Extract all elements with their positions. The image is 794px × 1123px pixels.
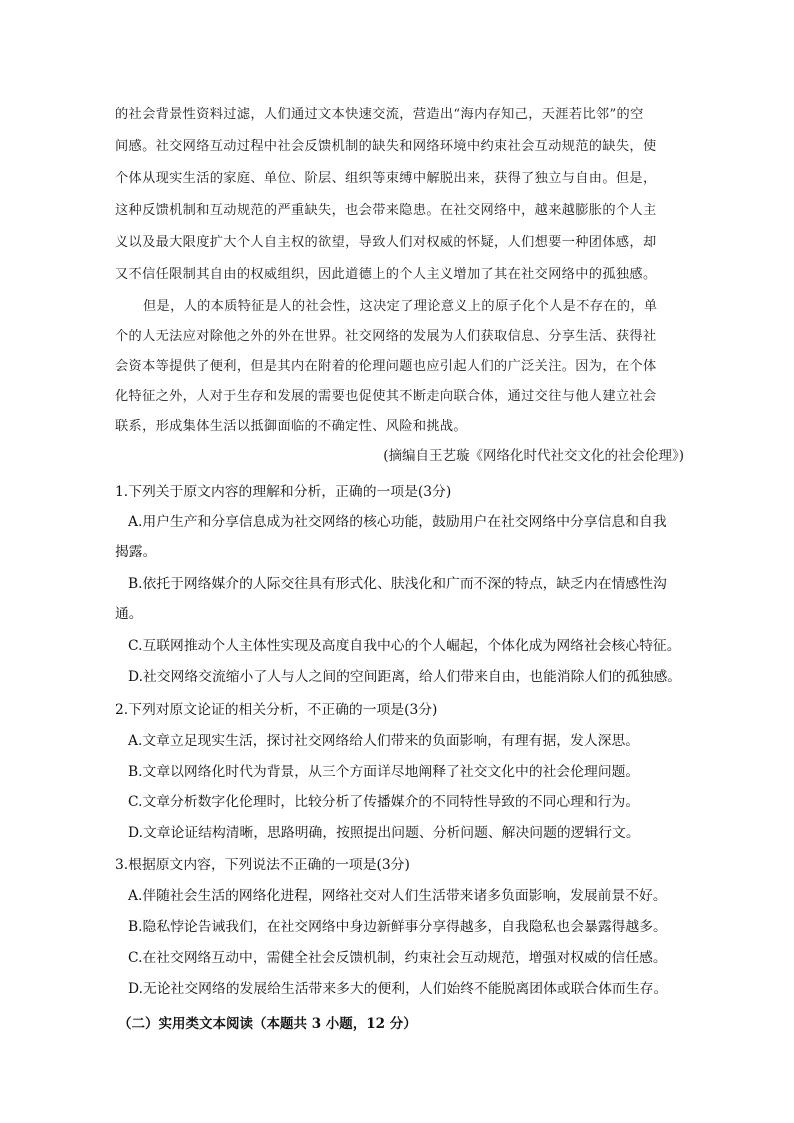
- passage-line: 但是，人的本质特征是人的社会性，这决定了理论意义上的原子化个人是不存在的，单: [143, 299, 658, 314]
- passage-line: 会资本等提供了便利，但是其内在附着的伦理问题也应引起人们的广泛关注。因为，在个体: [115, 359, 657, 374]
- question-stem: 1.下列关于原文内容的理解和分析，正确的一项是(3分): [115, 484, 452, 500]
- passage-line: 个体从现实生活的家庭、单位、阶层、组织等束缚中解脱出来，获得了独立与自由。但是，: [115, 171, 657, 186]
- option-c: C.互联网推动个人主体性实现及高度自我中心的个人崛起，个体化成为网络社会核心特征。: [128, 638, 681, 654]
- option-b: B.依托于网络媒介的人际交往具有形式化、肤浅化和广而不深的特点，缺乏内在情感性沟: [128, 576, 667, 592]
- passage-line: 联系，形成集体生活以抵御面临的不确定性、风险和挑战。: [115, 419, 467, 434]
- option-a: A.文章立足现实生活，探讨社交网络给人们带来的负面影响，有理有据，发人深思。: [128, 733, 640, 749]
- passage-line: 的社会背景性资料过滤，人们通过文本快速交流，营造出“海内存知己，天涯若比邻”的空: [115, 107, 644, 122]
- section-heading: （二）实用类文本阅读（本题共 3 小题，12 分）: [118, 1016, 417, 1032]
- passage-line: 间感。社交网络互动过程中社会反馈机制的缺失和网络环境中约束社会互动规范的缺失，使: [115, 139, 657, 154]
- option-c: C.文章分析数字化伦理时，比较分析了传播媒介的不同特性导致的不同心理和行为。: [128, 794, 640, 810]
- option-d: D.社交网络交流缩小了人与人之间的空间距离，给人们带来自由，也能消除人们的孤独感。: [128, 669, 682, 685]
- option-b: B.隐私悖论告诫我们，在社交网络中身边新鲜事分享得越多，自我隐私也会暴露得越多。: [128, 919, 667, 935]
- option-d: D.文章论证结构清晰，思路明确，按照提出问题、分析问题、解决问题的逻辑行文。: [128, 825, 640, 841]
- option-b: B.文章以网络化时代为背景，从三个方面详尽地阐释了社交文化中的社会伦理问题。: [128, 764, 640, 780]
- option-a: A.伴随社会生活的网络化进程，网络社交对人们生活带来诸多负面影响，发展前景不好。: [128, 888, 667, 904]
- passage-line: 义以及最大限度扩大个人自主权的欲望，导致人们对权威的怀疑，人们想要一种团体感，却: [115, 235, 657, 250]
- passage-line: 又不信任限制其自由的权威组织，因此道德上的个人主义增加了其在社交网络中的孤独感。: [115, 267, 657, 282]
- option-d: D.无论社交网络的发展给生活带来多大的便利，人们始终不能脱离团体或联合体而生存。: [128, 981, 668, 997]
- option-c: C.在社交网络互动中，需健全社会反馈机制，约束社会互动规范，增强对权威的信任感。: [128, 950, 667, 966]
- option-a-continuation: 揭露。: [115, 544, 157, 560]
- passage-line: 化特征之外，人对于生存和发展的需要也促使其不断走向联合体，通过交往与他人建立社会: [115, 389, 657, 404]
- question-stem: 3.根据原文内容，下列说法不正确的一项是(3分): [115, 857, 410, 873]
- passage-line: 这种反馈机制和互动规范的严重缺失，也会带来隐患。在社交网络中，越来越膨胀的个人主: [115, 203, 657, 218]
- option-a: A.用户生产和分享信息成为社交网络的核心功能，鼓励用户在社交网络中分享信息和自我: [128, 514, 667, 530]
- passage-source-citation: (摘编自王艺璇《网络化时代社交文化的社会伦理》): [383, 448, 684, 464]
- passage-line: 个的人无法应对除他之外的外在世界。社交网络的发展为人们获取信息、分享生活、获得社: [115, 329, 657, 344]
- option-b-continuation: 通。: [115, 606, 143, 622]
- question-stem: 2.下列对原文论证的相关分析，不正确的一项是(3分): [115, 702, 438, 718]
